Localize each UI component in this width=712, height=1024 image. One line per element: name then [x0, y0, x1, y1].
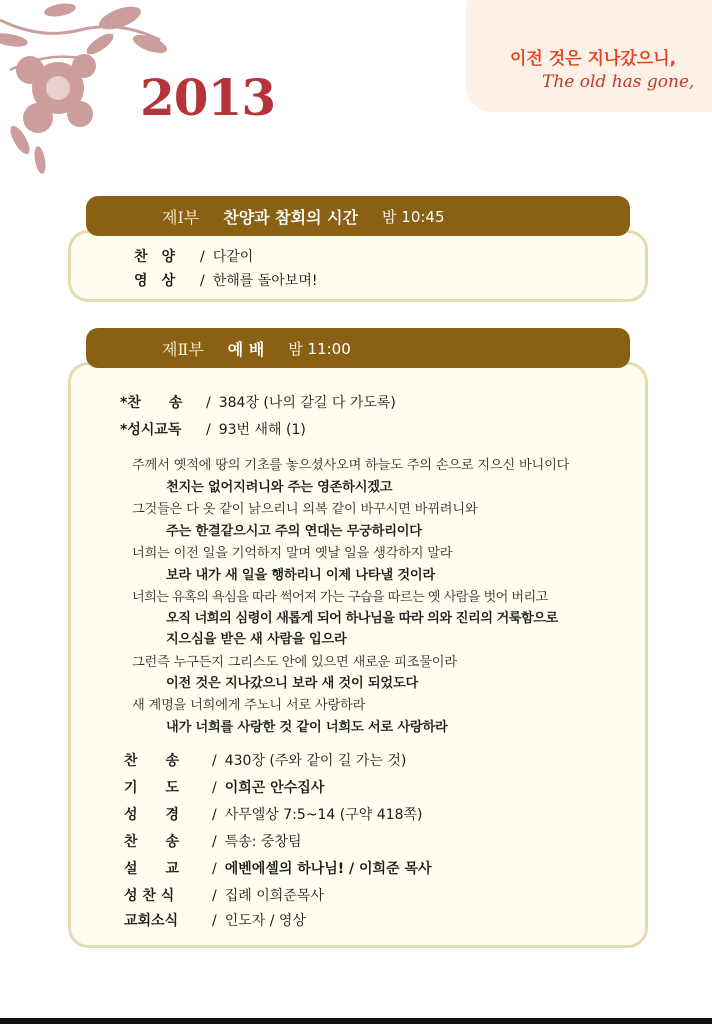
part2-item: 교회소식 / 인도자 / 영상 — [124, 910, 306, 930]
part2-number: 제Ⅱ부 — [162, 339, 204, 359]
item-label: 성 경 — [124, 807, 180, 823]
reading-leader-line: 주께서 옛적에 땅의 기초를 놓으셨사오며 하늘도 주의 손으로 지으신 바니이다 — [132, 458, 570, 473]
reading-response-line: 내가 너희를 사랑한 것 같이 너희도 서로 사랑하라 — [166, 720, 448, 735]
part1-title: 찬양과 참회의 시간 — [223, 207, 359, 227]
item-label: 찬 송 — [124, 834, 180, 850]
part2-top-item: *찬 송 / 384장 (나의 갈길 다 가도록) — [120, 392, 396, 412]
banner-english-text: The old has gone, — [542, 72, 695, 92]
reading-response-line: 이전 것은 지나갔으니 보라 새 것이 되었도다 — [166, 676, 419, 691]
reading-leader-line: 그런즉 누구든지 그리스도 안에 있으면 새로운 피조물이라 — [132, 655, 457, 670]
reading-response-line: 보라 내가 새 일을 행하리니 이제 나타낼 것이라 — [166, 568, 435, 583]
item-value: 사무엘상 7:5~14 (구약 418쪽) — [224, 807, 423, 823]
item-value: 430장 (주와 같이 길 가는 것) — [224, 753, 407, 769]
item-value: 다같이 — [212, 249, 254, 265]
reading-response-line: 오직 너희의 심령이 새롭게 되어 하나님을 따라 의와 진리의 거룩함으로 — [166, 611, 558, 626]
item-value: 집례 이희준목사 — [224, 888, 324, 904]
part1-number: 제Ⅰ부 — [162, 207, 200, 227]
reading-response-line: 천지는 없어지려니와 주는 영존하시겠고 — [166, 480, 393, 495]
item-label: 영 상 — [134, 273, 176, 289]
item-value: 에벤에셀의 하나님! / 이희준 목사 — [224, 861, 432, 877]
part1-item: 찬 양 / 다같이 — [134, 246, 253, 266]
reading-response-line: 지으심을 받은 새 사람을 입으라 — [166, 632, 347, 647]
item-value: 한해를 돌아보며! — [212, 273, 318, 289]
part1-time: 밤 10:45 — [382, 207, 445, 226]
part2-item: 기 도 / 이희곤 안수집사 — [124, 777, 324, 797]
item-label: *성시교독 — [120, 422, 182, 438]
part2-item: 찬 송 / 430장 (주와 같이 길 가는 것) — [124, 750, 406, 770]
part2-top-item: *성시교독 / 93번 새해 (1) — [120, 419, 306, 439]
part1-item: 영 상 / 한해를 돌아보며! — [134, 270, 317, 290]
item-value: 이희곤 안수집사 — [224, 780, 325, 796]
reading-leader-line: 너희는 유혹의 욕심을 따라 썩어져 가는 구습을 따르는 옛 사람을 벗어 버리고 — [132, 590, 548, 605]
item-value: 93번 새해 (1) — [218, 422, 306, 438]
part2-title: 예 배 — [227, 339, 265, 359]
item-value: 384장 (나의 갈길 다 가도록) — [218, 395, 396, 411]
item-label: *찬 송 — [120, 395, 183, 411]
part1-header — [86, 196, 630, 236]
part2-item: 설 교 / 에벤에셀의 하나님! / 이희준 목사 — [124, 858, 432, 878]
year-heading: 2013 — [140, 68, 276, 127]
part2-item: 성 경 / 사무엘상 7:5~14 (구약 418쪽) — [124, 804, 422, 824]
part2-header — [86, 328, 630, 368]
item-value: 특송: 중창팀 — [224, 834, 302, 850]
reading-response-line: 주는 한결같으시고 주의 연대는 무궁하리이다 — [166, 524, 422, 539]
item-label: 찬 양 — [134, 249, 176, 265]
item-label: 설 교 — [124, 861, 180, 877]
item-label: 성 찬 식 — [124, 888, 175, 904]
part2-item: 찬 송 / 특송: 중창팀 — [124, 831, 302, 851]
part2-item: 성 찬 식 / 집례 이희준목사 — [124, 885, 324, 905]
item-label: 기 도 — [124, 780, 180, 796]
part1-box — [68, 230, 648, 302]
reading-leader-line: 너희는 이전 일을 기억하지 말며 옛날 일을 생각하지 말라 — [132, 546, 453, 561]
reading-leader-line: 그것들은 다 옷 같이 낡으리니 의복 같이 바꾸시면 바뀌려니와 — [132, 502, 478, 517]
banner-korean-text: 이전 것은 지나갔으니, — [510, 49, 677, 69]
reading-leader-line: 새 계명을 너희에게 주노니 서로 사랑하라 — [132, 698, 366, 713]
item-label: 교회소식 — [124, 913, 179, 929]
part2-time: 밤 11:00 — [288, 339, 351, 358]
item-value: 인도자 / 영상 — [224, 913, 306, 929]
page-bottom-rule — [0, 1018, 712, 1024]
item-label: 찬 송 — [124, 753, 180, 769]
